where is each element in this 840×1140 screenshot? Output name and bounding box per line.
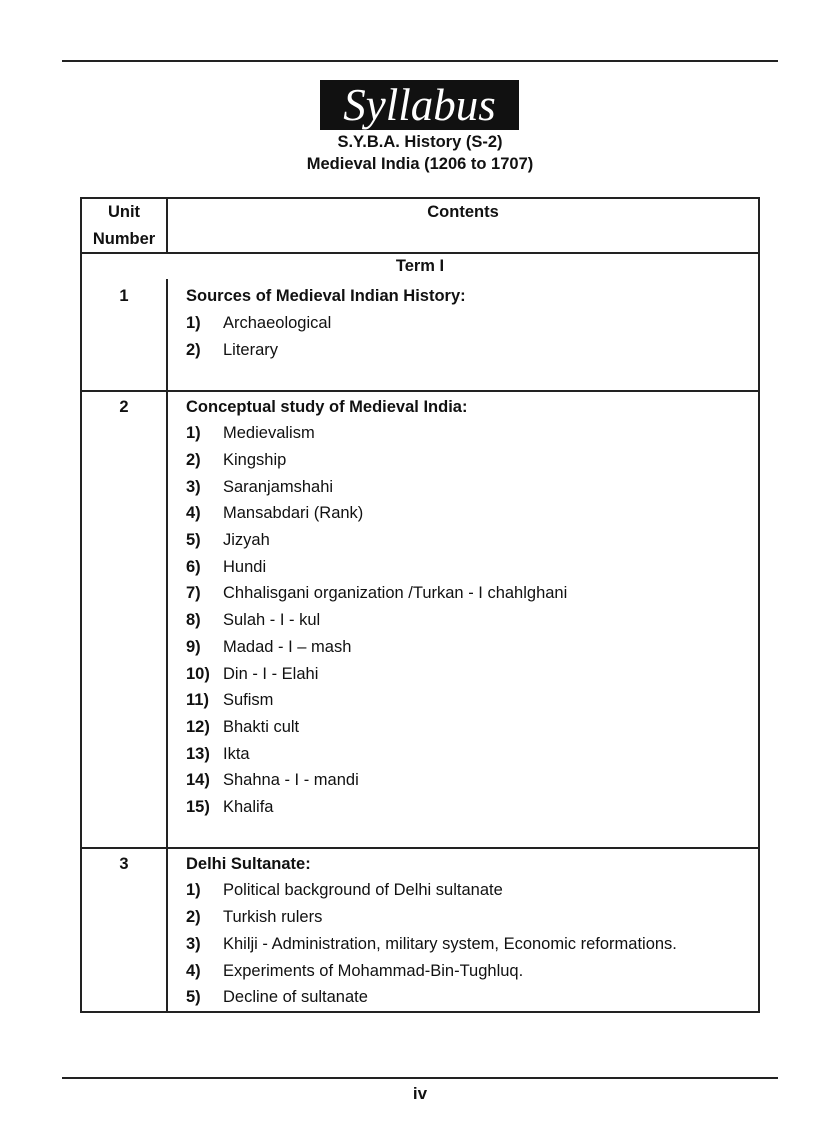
- item-text: Turkish rulers: [223, 908, 323, 927]
- item-text: Decline of sultanate: [223, 988, 368, 1007]
- item-text: Medievalism: [223, 424, 315, 443]
- item-text: Archaeological: [223, 314, 332, 333]
- contents-header: Contents: [427, 203, 499, 221]
- item-text: Ikta: [223, 744, 250, 763]
- page-number: iv: [412, 1084, 428, 1103]
- item-number: 2): [186, 340, 201, 359]
- list-item: [186, 984, 758, 1011]
- item-number: 6): [186, 557, 201, 576]
- bottom-rule: [62, 1077, 778, 1079]
- syllabus-table: [80, 197, 760, 1013]
- unit-title: Sources of Medieval Indian History:: [186, 287, 466, 306]
- item-text: Political background of Delhi sultanate: [223, 881, 503, 900]
- item-number: 1): [186, 424, 201, 443]
- item-number: 1): [186, 881, 201, 900]
- unit-number: 2: [82, 392, 168, 847]
- unit-number: 3: [82, 849, 168, 1011]
- list-item: [186, 714, 758, 741]
- item-text: Mansabdari (Rank): [223, 504, 364, 523]
- list-item: [186, 474, 758, 501]
- list-item: [186, 420, 758, 447]
- table-row: [82, 279, 758, 389]
- item-number: 10): [186, 664, 210, 683]
- item-text: Chhalisgani organization /Turkan - I chahlghani: [223, 584, 568, 603]
- unit-header-line2: Number: [92, 229, 156, 248]
- syllabus-title: Syllabus: [320, 80, 519, 130]
- table-header-row: [82, 199, 758, 252]
- item-number: 4): [186, 504, 201, 523]
- item-text: Shahna - I - mandi: [223, 771, 359, 790]
- item-number: 2): [186, 908, 201, 927]
- table-row: [82, 390, 758, 847]
- list-item: [186, 931, 758, 958]
- item-text: Madad - I – mash: [223, 637, 352, 656]
- item-number: 5): [186, 988, 201, 1007]
- list-item: [186, 554, 758, 581]
- item-number: 3): [186, 477, 201, 496]
- unit-number-header: [82, 199, 168, 252]
- item-number: 12): [186, 717, 210, 736]
- list-item: [186, 580, 758, 607]
- unit-contents: [168, 279, 758, 389]
- list-item: [186, 337, 758, 364]
- item-text: Sufism: [223, 691, 274, 710]
- item-text: Din - I - Elahi: [223, 664, 319, 683]
- unit-number: 1: [82, 279, 168, 389]
- item-text: Saranjamshahi: [223, 477, 334, 496]
- item-number: 9): [186, 637, 201, 656]
- unit-contents: [168, 849, 758, 1011]
- item-number: 13): [186, 744, 210, 763]
- item-text: Hundi: [223, 557, 267, 576]
- item-text: Experiments of Mohammad-Bin-Tughluq.: [223, 961, 524, 980]
- item-text: Sulah - I - kul: [223, 611, 321, 630]
- course-name: S.Y.B.A. History (S-2): [337, 133, 503, 151]
- unit-title: Conceptual study of Medieval India:: [186, 397, 468, 416]
- list-item: [186, 661, 758, 688]
- list-item: [186, 904, 758, 931]
- item-number: 8): [186, 611, 201, 630]
- item-number: 7): [186, 584, 201, 603]
- list-item: [186, 500, 758, 527]
- list-item: [186, 607, 758, 634]
- term-row: Term I: [82, 252, 758, 279]
- top-rule: [62, 60, 778, 62]
- list-item: [186, 687, 758, 714]
- list-item: [186, 877, 758, 904]
- list-item: [186, 447, 758, 474]
- item-number: 2): [186, 450, 201, 469]
- list-item: [186, 527, 758, 554]
- unit-contents: [168, 392, 758, 847]
- item-text: Bhakti cult: [223, 717, 300, 736]
- list-item: [186, 958, 758, 985]
- unit-header-line1: Unit: [107, 203, 141, 221]
- item-number: 4): [186, 961, 201, 980]
- item-text: Khalifa: [223, 798, 274, 817]
- list-item: [186, 794, 758, 821]
- paper-name: Medieval India (1206 to 1707): [306, 155, 534, 173]
- item-number: 14): [186, 771, 210, 790]
- item-number: 5): [186, 531, 201, 550]
- list-item: [186, 767, 758, 794]
- item-number: 11): [186, 691, 209, 710]
- unit-title: Delhi Sultanate:: [186, 854, 311, 873]
- item-text: Literary: [223, 340, 279, 359]
- item-number: 1): [186, 314, 201, 333]
- item-text: Khilji - Administration, military system, Economic reformations.: [223, 934, 677, 953]
- item-text: Kingship: [223, 450, 287, 469]
- item-number: 15): [186, 798, 210, 817]
- list-item: [186, 634, 758, 661]
- item-number: 3): [186, 934, 201, 953]
- table-row: [82, 847, 758, 1011]
- list-item: [186, 310, 758, 337]
- list-item: [186, 741, 758, 768]
- item-text: Jizyah: [223, 531, 270, 550]
